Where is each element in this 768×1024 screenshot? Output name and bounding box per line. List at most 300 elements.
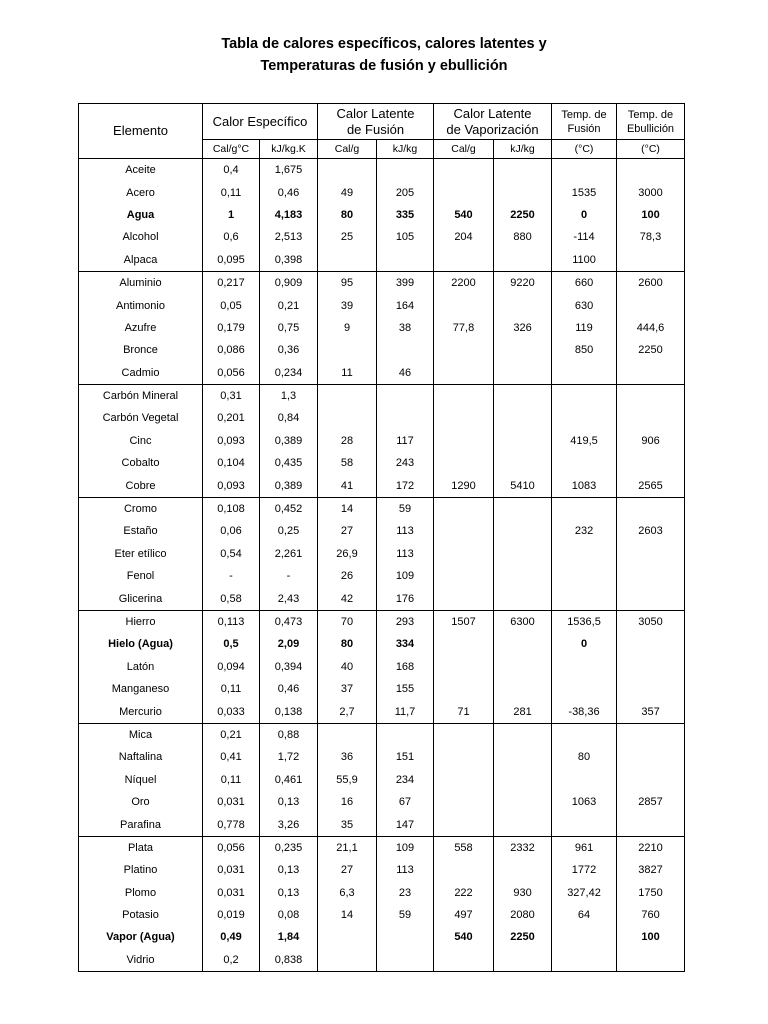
latent-vap-cal-cell: 1290 (434, 474, 494, 497)
latent-vap-kj-cell: 9220 (494, 271, 552, 294)
latent-fusion-kj-cell: 172 (377, 474, 434, 497)
element-name-cell: Carbón Mineral (79, 384, 203, 407)
unit-cell: (°C) (617, 140, 685, 159)
table-row (79, 384, 685, 407)
specific-heat-cal-cell: 0,778 (203, 813, 260, 836)
latent-vap-cal-cell (434, 520, 494, 542)
title-line-1: Tabla de calores específicos, calores latentes y (221, 36, 547, 52)
specific-heat-cal-cell: 0,11 (203, 678, 260, 700)
element-name-cell: Cinc (79, 430, 203, 452)
specific-heat-kj-cell: 0,13 (260, 791, 318, 813)
table-row (79, 949, 685, 972)
specific-heat-kj-cell: 1,3 (260, 384, 318, 407)
specific-heat-kj-cell: 1,84 (260, 926, 318, 948)
latent-fusion-cal-cell: 2,7 (318, 700, 377, 723)
specific-heat-kj-cell: 0,25 (260, 520, 318, 542)
table-row (79, 565, 685, 587)
latent-fusion-cal-cell: 58 (318, 452, 377, 474)
latent-vap-kj-cell: 930 (494, 882, 552, 904)
latent-vap-kj-cell (494, 813, 552, 836)
fusion-temp-cell (552, 497, 617, 520)
boiling-temp-cell (617, 678, 685, 700)
specific-heat-cal-cell: 0,6 (203, 226, 260, 248)
latent-vap-cal-cell (434, 769, 494, 791)
latent-fusion-kj-cell: 147 (377, 813, 434, 836)
boiling-temp-cell: 2250 (617, 339, 685, 361)
latent-vap-kj-cell: 2080 (494, 904, 552, 926)
header-latent-vap-line2: de Vaporización (446, 121, 539, 137)
specific-heat-kj-cell: 0,13 (260, 859, 318, 881)
table-row (79, 362, 685, 385)
latent-vap-cal-cell: 204 (434, 226, 494, 248)
specific-heat-kj-cell: 2,43 (260, 587, 318, 610)
boiling-temp-cell (617, 384, 685, 407)
table-row (79, 859, 685, 881)
fusion-temp-cell: 119 (552, 317, 617, 339)
element-name-cell: Naftalina (79, 746, 203, 768)
specific-heat-cal-cell: 0,095 (203, 249, 260, 272)
latent-vap-kj-cell (494, 678, 552, 700)
specific-heat-cal-cell: 0,093 (203, 430, 260, 452)
table-row (79, 882, 685, 904)
specific-heat-cal-cell: 0,41 (203, 746, 260, 768)
latent-fusion-cal-cell: 25 (318, 226, 377, 248)
table-row (79, 497, 685, 520)
boiling-temp-cell (617, 723, 685, 746)
latent-vap-cal-cell: 77,8 (434, 317, 494, 339)
latent-fusion-kj-cell: 113 (377, 520, 434, 542)
table-row (79, 317, 685, 339)
latent-vap-cal-cell (434, 656, 494, 678)
latent-fusion-cal-cell: 41 (318, 474, 377, 497)
boiling-temp-cell (617, 587, 685, 610)
latent-vap-kj-cell (494, 181, 552, 203)
specific-heat-kj-cell: 0,461 (260, 769, 318, 791)
latent-vap-kj-cell: 2250 (494, 926, 552, 948)
fusion-temp-cell (552, 678, 617, 700)
specific-heat-kj-cell: 1,675 (260, 159, 318, 182)
latent-vap-cal-cell (434, 181, 494, 203)
fusion-temp-cell (552, 452, 617, 474)
fusion-temp-cell: 1100 (552, 249, 617, 272)
table-row (79, 700, 685, 723)
unit-cell: Cal/g (318, 140, 377, 159)
latent-vap-kj-cell: 326 (494, 317, 552, 339)
boiling-temp-cell (617, 497, 685, 520)
specific-heat-cal-cell: 0,031 (203, 882, 260, 904)
latent-vap-kj-cell: 6300 (494, 610, 552, 633)
latent-vap-cal-cell (434, 339, 494, 361)
specific-heat-kj-cell: 3,26 (260, 813, 318, 836)
boiling-temp-cell: 100 (617, 926, 685, 948)
specific-heat-cal-cell: 1 (203, 204, 260, 226)
table-row (79, 181, 685, 203)
specific-heat-cal-cell: 0,217 (203, 271, 260, 294)
latent-fusion-kj-cell: 113 (377, 543, 434, 565)
element-name-cell: Alcohol (79, 226, 203, 248)
latent-vap-kj-cell (494, 249, 552, 272)
table-row (79, 543, 685, 565)
latent-vap-kj-cell (494, 384, 552, 407)
element-name-cell: Platino (79, 859, 203, 881)
specific-heat-cal-cell: 0,201 (203, 407, 260, 429)
boiling-temp-cell (617, 362, 685, 385)
specific-heat-cal-cell: 0,093 (203, 474, 260, 497)
element-name-cell: Estaño (79, 520, 203, 542)
latent-vap-cal-cell: 71 (434, 700, 494, 723)
latent-fusion-cal-cell (318, 926, 377, 948)
fusion-temp-cell: -38,36 (552, 700, 617, 723)
specific-heat-kj-cell: 0,13 (260, 882, 318, 904)
latent-fusion-kj-cell: 168 (377, 656, 434, 678)
specific-heat-kj-cell: 4,183 (260, 204, 318, 226)
fusion-temp-cell (552, 723, 617, 746)
header-element: Elemento (79, 104, 203, 159)
element-name-cell: Parafina (79, 813, 203, 836)
latent-vap-cal-cell (434, 159, 494, 182)
fusion-temp-cell (552, 949, 617, 972)
latent-fusion-cal-cell: 9 (318, 317, 377, 339)
specific-heat-cal-cell: 0,54 (203, 543, 260, 565)
fusion-temp-cell (552, 407, 617, 429)
boiling-temp-cell: 1750 (617, 882, 685, 904)
latent-fusion-cal-cell: 37 (318, 678, 377, 700)
header-temp-fusion-line1: Temp. de (561, 108, 607, 121)
fusion-temp-cell (552, 926, 617, 948)
latent-fusion-kj-cell: 205 (377, 181, 434, 203)
latent-fusion-cal-cell (318, 407, 377, 429)
specific-heat-cal-cell: - (203, 565, 260, 587)
latent-fusion-kj-cell: 399 (377, 271, 434, 294)
latent-vap-kj-cell (494, 520, 552, 542)
latent-fusion-cal-cell: 16 (318, 791, 377, 813)
specific-heat-kj-cell: 2,261 (260, 543, 318, 565)
element-name-cell: Alpaca (79, 249, 203, 272)
latent-fusion-cal-cell (318, 249, 377, 272)
header-latent-vap-line1: Calor Latente (453, 105, 532, 121)
latent-fusion-kj-cell (377, 339, 434, 361)
boiling-temp-cell: 100 (617, 204, 685, 226)
specific-heat-kj-cell: 0,235 (260, 836, 318, 859)
latent-vap-kj-cell: 2250 (494, 204, 552, 226)
element-name-cell: Hielo (Agua) (79, 633, 203, 655)
specific-heat-kj-cell: 0,234 (260, 362, 318, 385)
specific-heat-cal-cell: 0,019 (203, 904, 260, 926)
latent-fusion-kj-cell: 38 (377, 317, 434, 339)
latent-vap-cal-cell (434, 543, 494, 565)
latent-vap-cal-cell (434, 407, 494, 429)
specific-heat-cal-cell: 0,031 (203, 859, 260, 881)
latent-vap-kj-cell: 5410 (494, 474, 552, 497)
specific-heat-kj-cell: 0,389 (260, 430, 318, 452)
header-row (79, 104, 685, 140)
boiling-temp-cell (617, 746, 685, 768)
latent-fusion-kj-cell (377, 384, 434, 407)
latent-fusion-cal-cell: 80 (318, 204, 377, 226)
latent-fusion-kj-cell: 117 (377, 430, 434, 452)
fusion-temp-cell: -114 (552, 226, 617, 248)
boiling-temp-cell: 3050 (617, 610, 685, 633)
title-line-2: Temperaturas de fusión y ebullición (260, 58, 508, 74)
latent-fusion-cal-cell: 80 (318, 633, 377, 655)
specific-heat-kj-cell: 0,138 (260, 700, 318, 723)
specific-heat-kj-cell: - (260, 565, 318, 587)
specific-heat-cal-cell: 0,179 (203, 317, 260, 339)
element-name-cell: Latón (79, 656, 203, 678)
latent-fusion-cal-cell: 55,9 (318, 769, 377, 791)
fusion-temp-cell (552, 543, 617, 565)
latent-vap-cal-cell (434, 452, 494, 474)
element-name-cell: Carbón Vegetal (79, 407, 203, 429)
boiling-temp-cell (617, 565, 685, 587)
specific-heat-cal-cell: 0,31 (203, 384, 260, 407)
unit-cell: Cal/g°C (203, 140, 260, 159)
table-row (79, 610, 685, 633)
specific-heat-kj-cell: 0,84 (260, 407, 318, 429)
specific-heat-cal-cell: 0,2 (203, 949, 260, 972)
latent-fusion-kj-cell: 151 (377, 746, 434, 768)
fusion-temp-cell: 0 (552, 633, 617, 655)
latent-vap-cal-cell (434, 723, 494, 746)
element-name-cell: Plomo (79, 882, 203, 904)
table-row (79, 769, 685, 791)
fusion-temp-cell: 961 (552, 836, 617, 859)
latent-vap-cal-cell: 1507 (434, 610, 494, 633)
latent-vap-kj-cell (494, 407, 552, 429)
specific-heat-kj-cell: 0,909 (260, 271, 318, 294)
header-temp-boil-line1: Temp. de (627, 108, 674, 121)
table-row (79, 746, 685, 768)
fusion-temp-cell: 660 (552, 271, 617, 294)
latent-vap-kj-cell (494, 791, 552, 813)
latent-fusion-kj-cell (377, 723, 434, 746)
element-name-cell: Fenol (79, 565, 203, 587)
table-row (79, 656, 685, 678)
specific-heat-cal-cell: 0,094 (203, 656, 260, 678)
element-name-cell: Acero (79, 181, 203, 203)
specific-heat-kj-cell: 0,88 (260, 723, 318, 746)
specific-heat-cal-cell: 0,06 (203, 520, 260, 542)
table-row (79, 587, 685, 610)
boiling-temp-cell (617, 407, 685, 429)
latent-vap-kj-cell: 281 (494, 700, 552, 723)
element-name-cell: Bronce (79, 339, 203, 361)
latent-vap-cal-cell (434, 249, 494, 272)
specific-heat-cal-cell: 0,056 (203, 362, 260, 385)
latent-fusion-cal-cell: 11 (318, 362, 377, 385)
table-row (79, 339, 685, 361)
fusion-temp-cell (552, 656, 617, 678)
latent-fusion-kj-cell: 46 (377, 362, 434, 385)
latent-fusion-cal-cell: 70 (318, 610, 377, 633)
fusion-temp-cell: 630 (552, 294, 617, 316)
fusion-temp-cell (552, 565, 617, 587)
header-latent-fusion (318, 104, 434, 140)
boiling-temp-cell (617, 769, 685, 791)
boiling-temp-cell: 3827 (617, 859, 685, 881)
latent-fusion-kj-cell: 234 (377, 769, 434, 791)
element-name-cell: Potasio (79, 904, 203, 926)
table-row (79, 271, 685, 294)
header-latent-vaporization (434, 104, 552, 140)
latent-vap-kj-cell: 880 (494, 226, 552, 248)
latent-fusion-kj-cell: 155 (377, 678, 434, 700)
element-name-cell: Agua (79, 204, 203, 226)
table-row (79, 723, 685, 746)
latent-fusion-cal-cell: 42 (318, 587, 377, 610)
element-name-cell: Vidrio (79, 949, 203, 972)
specific-heat-kj-cell: 0,08 (260, 904, 318, 926)
table-row (79, 226, 685, 248)
latent-fusion-cal-cell: 27 (318, 520, 377, 542)
specific-heat-kj-cell: 0,435 (260, 452, 318, 474)
latent-fusion-kj-cell: 67 (377, 791, 434, 813)
boiling-temp-cell: 2210 (617, 836, 685, 859)
element-name-cell: Níquel (79, 769, 203, 791)
latent-vap-kj-cell: 2332 (494, 836, 552, 859)
boiling-temp-cell (617, 813, 685, 836)
latent-fusion-kj-cell: 109 (377, 565, 434, 587)
table-row (79, 430, 685, 452)
latent-vap-kj-cell (494, 159, 552, 182)
boiling-temp-cell: 2600 (617, 271, 685, 294)
latent-fusion-cal-cell: 95 (318, 271, 377, 294)
element-name-cell: Mica (79, 723, 203, 746)
unit-cell: kJ/kg (377, 140, 434, 159)
table-row (79, 904, 685, 926)
boiling-temp-cell: 2565 (617, 474, 685, 497)
boiling-temp-cell (617, 633, 685, 655)
boiling-temp-cell (617, 452, 685, 474)
boiling-temp-cell: 2857 (617, 791, 685, 813)
fusion-temp-cell: 1535 (552, 181, 617, 203)
boiling-temp-cell: 2603 (617, 520, 685, 542)
latent-vap-cal-cell (434, 678, 494, 700)
element-name-cell: Mercurio (79, 700, 203, 723)
properties-table (78, 103, 685, 972)
element-name-cell: Plata (79, 836, 203, 859)
specific-heat-kj-cell: 0,36 (260, 339, 318, 361)
specific-heat-cal-cell: 0,5 (203, 633, 260, 655)
latent-fusion-kj-cell: 59 (377, 904, 434, 926)
latent-vap-kj-cell (494, 565, 552, 587)
latent-fusion-kj-cell: 23 (377, 882, 434, 904)
latent-fusion-kj-cell: 335 (377, 204, 434, 226)
fusion-temp-cell (552, 384, 617, 407)
element-name-cell: Antimonio (79, 294, 203, 316)
latent-fusion-cal-cell: 26 (318, 565, 377, 587)
boiling-temp-cell (617, 656, 685, 678)
latent-fusion-cal-cell (318, 384, 377, 407)
boiling-temp-cell (617, 159, 685, 182)
element-name-cell: Aluminio (79, 271, 203, 294)
latent-vap-kj-cell (494, 362, 552, 385)
header-latent-fusion-line1: Calor Latente (336, 105, 415, 121)
specific-heat-kj-cell: 0,46 (260, 181, 318, 203)
latent-vap-kj-cell (494, 746, 552, 768)
latent-fusion-kj-cell (377, 249, 434, 272)
fusion-temp-cell: 419,5 (552, 430, 617, 452)
latent-fusion-kj-cell: 109 (377, 836, 434, 859)
specific-heat-kj-cell: 0,75 (260, 317, 318, 339)
latent-vap-cal-cell (434, 384, 494, 407)
table-row (79, 294, 685, 316)
header-temp-fusion (552, 104, 617, 140)
header-temp-fusion-line2: Fusión (567, 122, 601, 135)
latent-fusion-cal-cell: 14 (318, 904, 377, 926)
header-temp-boil-line2: Ebullición (626, 122, 675, 135)
boiling-temp-cell (617, 249, 685, 272)
element-name-cell: Aceite (79, 159, 203, 182)
specific-heat-kj-cell: 2,513 (260, 226, 318, 248)
specific-heat-cal-cell: 0,113 (203, 610, 260, 633)
boiling-temp-cell: 906 (617, 430, 685, 452)
latent-fusion-cal-cell: 27 (318, 859, 377, 881)
header-latent-fusion-line2: de Fusión (346, 121, 405, 137)
specific-heat-kj-cell: 2,09 (260, 633, 318, 655)
latent-vap-cal-cell: 558 (434, 836, 494, 859)
table-body (79, 159, 685, 972)
specific-heat-cal-cell: 0,05 (203, 294, 260, 316)
latent-fusion-cal-cell: 49 (318, 181, 377, 203)
unit-cell: kJ/kg.K (260, 140, 318, 159)
latent-vap-kj-cell (494, 633, 552, 655)
table-row (79, 678, 685, 700)
latent-vap-cal-cell: 540 (434, 204, 494, 226)
boiling-temp-cell (617, 543, 685, 565)
element-name-cell: Glicerina (79, 587, 203, 610)
table-row (79, 452, 685, 474)
table-row (79, 204, 685, 226)
boiling-temp-cell: 444,6 (617, 317, 685, 339)
latent-fusion-kj-cell: 243 (377, 452, 434, 474)
latent-fusion-cal-cell: 35 (318, 813, 377, 836)
table-row (79, 836, 685, 859)
table-row (79, 407, 685, 429)
latent-vap-cal-cell (434, 859, 494, 881)
latent-fusion-cal-cell (318, 159, 377, 182)
latent-vap-cal-cell (434, 362, 494, 385)
latent-fusion-cal-cell: 6,3 (318, 882, 377, 904)
latent-vap-cal-cell (434, 587, 494, 610)
unit-cell: (°C) (552, 140, 617, 159)
latent-fusion-kj-cell: 293 (377, 610, 434, 633)
fusion-temp-cell: 0 (552, 204, 617, 226)
table-row (79, 633, 685, 655)
header-temp-boiling (617, 104, 685, 140)
specific-heat-kj-cell: 0,21 (260, 294, 318, 316)
fusion-temp-cell (552, 587, 617, 610)
element-name-cell: Cadmio (79, 362, 203, 385)
element-name-cell: Eter etílico (79, 543, 203, 565)
latent-fusion-kj-cell (377, 926, 434, 948)
specific-heat-cal-cell: 0,086 (203, 339, 260, 361)
latent-vap-cal-cell: 497 (434, 904, 494, 926)
latent-fusion-kj-cell: 105 (377, 226, 434, 248)
fusion-temp-cell: 232 (552, 520, 617, 542)
table-row (79, 159, 685, 182)
unit-cell: kJ/kg (494, 140, 552, 159)
latent-vap-kj-cell (494, 859, 552, 881)
latent-vap-kj-cell (494, 587, 552, 610)
latent-fusion-cal-cell: 28 (318, 430, 377, 452)
latent-vap-kj-cell (494, 497, 552, 520)
fusion-temp-cell: 1772 (552, 859, 617, 881)
latent-vap-kj-cell (494, 723, 552, 746)
fusion-temp-cell: 1536,5 (552, 610, 617, 633)
element-name-cell: Cobalto (79, 452, 203, 474)
latent-vap-cal-cell (434, 565, 494, 587)
